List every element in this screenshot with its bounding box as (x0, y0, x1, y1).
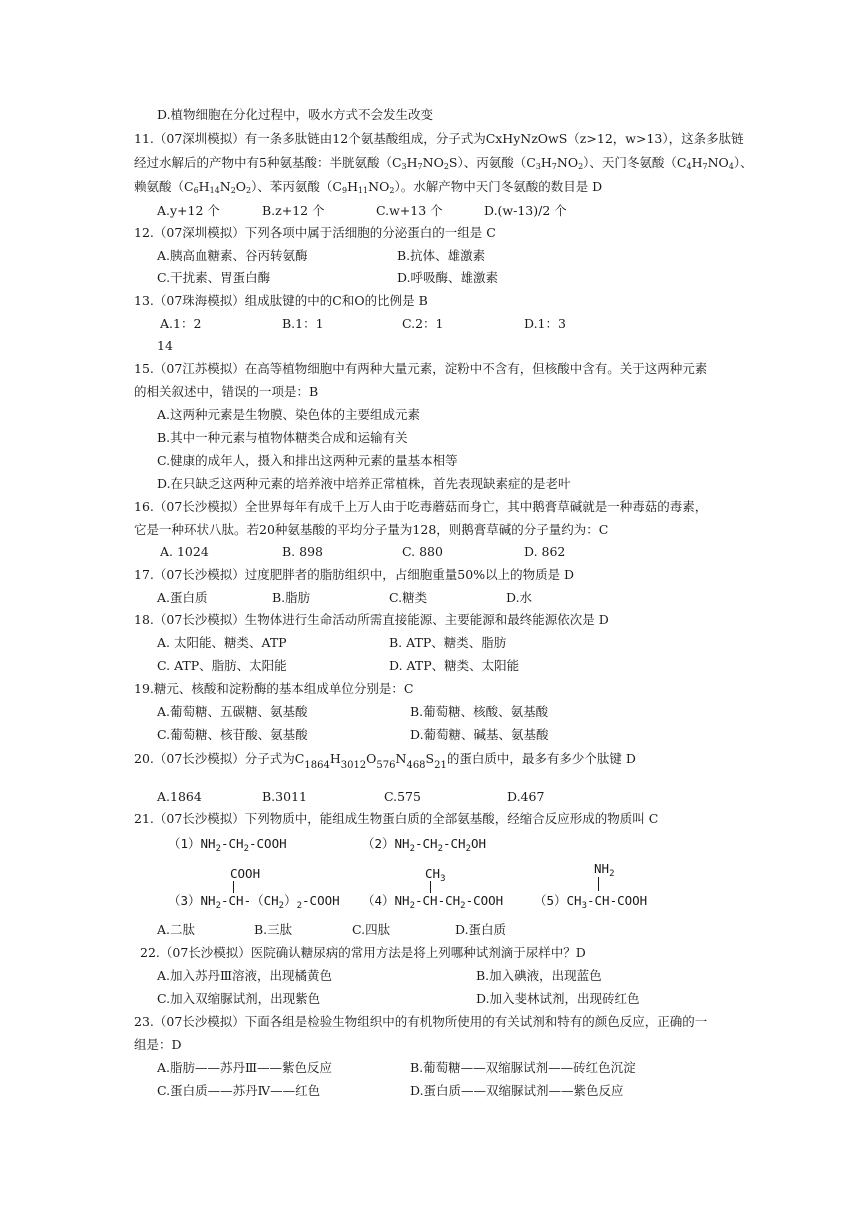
q13-stem: 13.（07珠海模拟）组成肽键的中的C和O的比例是 B (134, 293, 428, 308)
q20-option-c: C.575 (384, 789, 421, 804)
q22-stem: 22.（07长沙模拟）医院确认糖尿病的常用方法是将上列哪种试剂滴于尿样中？D (140, 945, 586, 960)
structure-1: $(1)NH_2-CH_2$-COOH (168, 836, 287, 854)
q18-stem: 18.（07长沙模拟）生物体进行生命活动所需直接能源、主要能源和最终能源依次是 D (134, 612, 609, 627)
q20-option-d: D.467 (507, 789, 545, 804)
q17-option-d: D.水 (506, 590, 533, 605)
q15-stem-line1: 15.（07江苏模拟）在高等植物细胞中有两种大量元素，淀粉中不含有，但核酸中含有。关于这两种元素 (134, 361, 708, 376)
q18-option-b: B. ATP、糖类、脂肪 (389, 635, 507, 650)
q16-option-d: D. 862 (524, 544, 566, 559)
q23-option-d: D.蛋白质——双缩脲试剂——紫色反应 (410, 1083, 624, 1098)
q21-option-c: C.四肽 (352, 922, 391, 937)
q18-option-a: A. 太阳能、糖类、ATP (157, 635, 287, 650)
q12-option-d: D.呼吸酶、雄激素 (397, 270, 499, 285)
q18-option-d: D. ATP、糖类、太阳能 (389, 658, 520, 673)
q13-option-c: C.2：1 (402, 316, 444, 331)
q14-number: 14 (157, 338, 173, 353)
q17-option-c: C.糖类 (389, 590, 428, 605)
q20-stem: 20.（07长沙模拟）分子式为$C_{1864}H_{3012}O_{576}N_{468}S_{21}$的蛋白质中，最多有多少个肽键 D (134, 751, 636, 771)
q12-option-b: B.抗体、雄激素 (397, 248, 486, 263)
q11-option-d: D.(w-13)/2 个 (484, 203, 567, 218)
structure-4: $(4)NH_2-CH-CH_2$-COOH (362, 893, 504, 911)
q17-stem: 17.（07长沙模拟）过度肥胖者的脂肪组织中，占细胞重量50%以上的物质是 D (134, 567, 575, 582)
q10-option-d: D.植物细胞在分化过程中，吸水方式不会发生改变 (157, 107, 434, 122)
q15-stem-line2: 的相关叙述中，错误的一项是：B (134, 384, 319, 399)
q21-stem: 21.（07长沙模拟）下列物质中，能组成生物蛋白质的全部氨基酸，经缩合反应形成的物质叫 C (134, 811, 659, 826)
structure-4-bond (430, 881, 431, 893)
q19-stem: 19.糖元、核酸和淀粉酶的基本组成单位分别是：C (134, 681, 414, 696)
q20-option-b: B.3011 (262, 789, 307, 804)
structure-3-substituent: COOH (230, 866, 261, 881)
q11-option-b: B.z+12 个 (262, 203, 325, 218)
q23-option-a: A.脂肪——苏丹Ⅲ——紫色反应 (157, 1060, 333, 1075)
q21-option-b: B.三肽 (254, 922, 293, 937)
q13-option-b: B.1：1 (282, 316, 324, 331)
q11-option-c: C.w+13 个 (376, 203, 443, 218)
q23-stem-line2: 组是：D (134, 1037, 182, 1052)
q19-option-c: C.葡萄糖、核苷酸、氨基酸 (157, 727, 308, 742)
q12-option-a: A.胰高血糖素、谷丙转氨酶 (157, 248, 308, 263)
q12-stem: 12.（07深圳模拟）下列各项中属于活细胞的分泌蛋白的一组是 C (134, 225, 496, 240)
q16-option-a: A. 1024 (160, 544, 209, 559)
q20-option-a: A.1864 (157, 789, 202, 804)
q21-option-a: A.二肽 (157, 922, 196, 937)
q15-option-c: C.健康的成年人，摄入和排出这两种元素的量基本相等 (157, 453, 458, 468)
q11-stem-line1: 11.（07深圳模拟）有一条多肽链由12个氨基酸组成，分子式为CxHyNzOwS（z>12，w>13），这条多肽链 (134, 131, 744, 146)
q23-stem-line1: 23.（07长沙模拟）下面各组是检验生物组织中的有机物所使用的有关试剂和特有的颜色反应，正确的一 (134, 1014, 708, 1029)
q12-option-c: C.干扰素、胃蛋白酶 (157, 270, 271, 285)
q23-option-c: C.蛋白质——苏丹Ⅳ——红色 (157, 1083, 321, 1098)
q22-option-c: C.加入双缩脲试剂，出现紫色 (157, 991, 321, 1006)
q16-option-c: C. 880 (402, 544, 443, 559)
q15-option-d: D.在只缺乏这两种元素的培养液中培养正常植株，首先表现缺素症的是老叶 (157, 476, 571, 491)
q13-option-a: A.1：2 (160, 316, 202, 331)
q19-option-d: D.葡萄糖、碱基、氨基酸 (410, 727, 549, 742)
q16-stem-line1: 16.（07长沙模拟）全世界每年有成千上万人由于吃毒蘑菇而身亡，其中鹅膏草碱就是一种毒菇的毒素， (134, 499, 708, 514)
q17-option-a: A.蛋白质 (157, 590, 208, 605)
q23-option-b: B.葡萄糖——双缩脲试剂——砖红色沉淀 (410, 1060, 636, 1075)
q11-stem-line2: 经过水解后的产物中有5种氨基酸：半胱氨酸$(C_3H_7NO_2S)$、丙氨酸$(C_3H_7NO_2)$、天门冬氨酸$(C_4H_7NO_4)$、 (134, 155, 753, 171)
q18-option-c: C. ATP、脂肪、太阳能 (157, 658, 287, 673)
q22-option-d: D.加入斐林试剂，出现砖红色 (476, 991, 640, 1006)
q16-option-b: B. 898 (282, 544, 323, 559)
q13-option-d: D.1：3 (524, 316, 566, 331)
q11-option-a: A.y+12 个 (157, 203, 220, 218)
q22-option-b: B.加入碘液，出现蓝色 (476, 968, 602, 983)
structure-3: $(3)NH_2-CH-(CH_2)_2$-COOH (168, 893, 340, 911)
structure-5-bond (598, 877, 599, 891)
structure-5: $(5)CH_3-CH$-COOH (534, 893, 648, 911)
q11-stem-line3: 赖氨酸$(C_6H_{14}N_2O_2)$、苯丙氨酸$(C_9H_{11}NO_2)$。水解产物中天门冬氨酸的数目是 D (134, 179, 603, 195)
structure-5-substituent: $NH_2$ (594, 861, 615, 879)
q21-option-d: D.蛋白质 (455, 922, 507, 937)
q16-stem-line2: 它是一种环状八肽。若20种氨基酸的平均分子量为128，则鹅膏草碱的分子量约为：C (134, 522, 609, 537)
q15-option-b: B.其中一种元素与植物体糖类合成和运输有关 (157, 430, 408, 445)
q15-option-a: A.这两种元素是生物膜、染色体的主要组成元素 (157, 407, 421, 422)
q17-option-b: B.脂肪 (272, 590, 311, 605)
structure-3-bond (233, 881, 234, 893)
structure-4-substituent: $CH_3$ (425, 866, 446, 884)
q19-option-a: A.葡萄糖、五碳糖、氨基酸 (157, 704, 308, 719)
q22-option-a: A.加入苏丹Ⅲ溶液，出现橘黄色 (157, 968, 333, 983)
q19-option-b: B.葡萄糖、核酸、氨基酸 (410, 704, 549, 719)
structure-2: $(2)NH_2-CH_2-CH_2OH$ (362, 836, 487, 854)
